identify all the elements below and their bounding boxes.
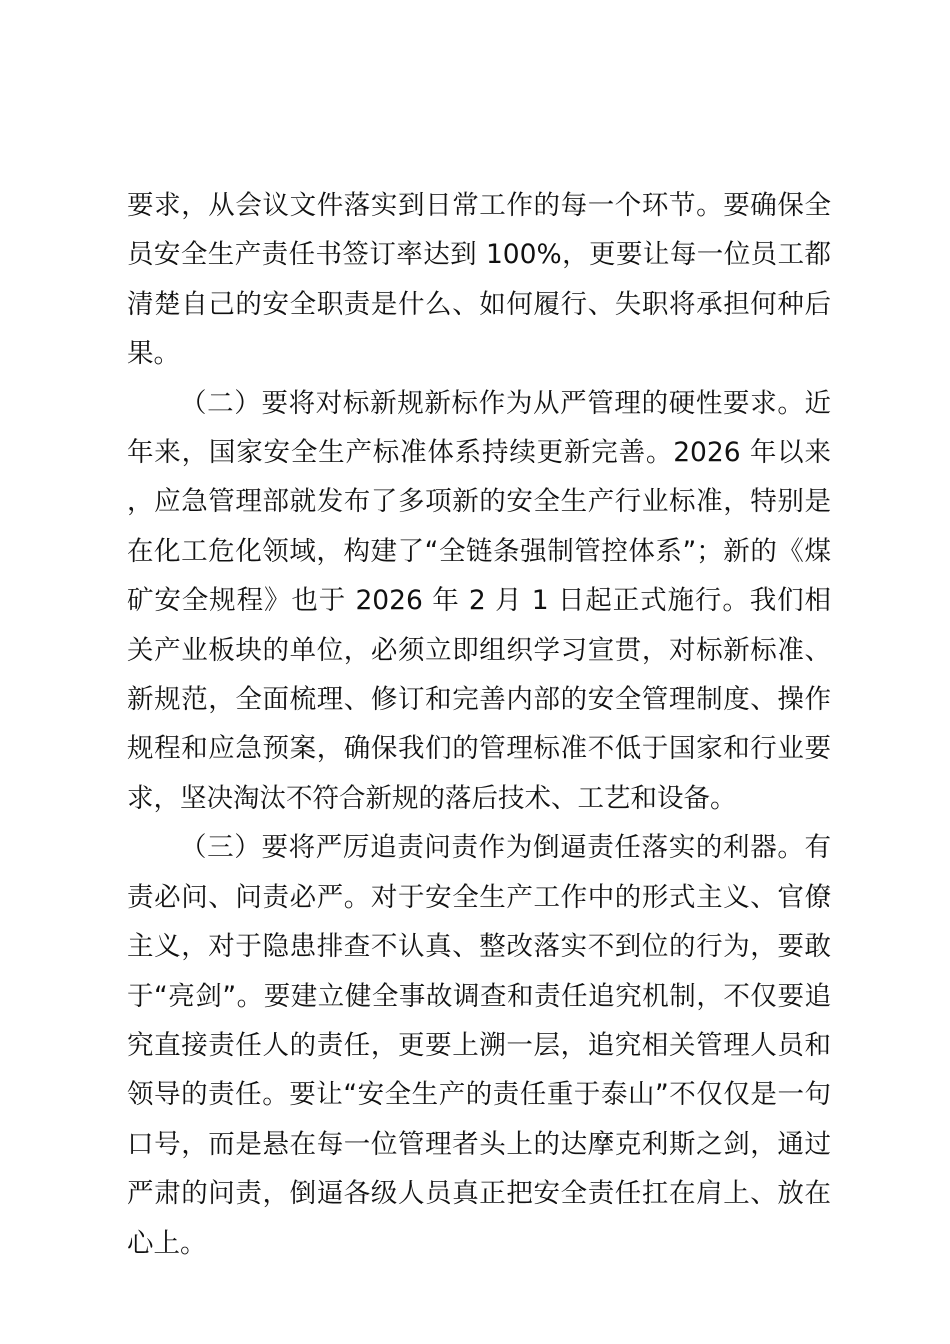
paragraph-section-three: （三）要将严厉追责问责作为倒逼责任落实的利器。有责必问、问责必严。对于安全生产工作中的形式主义、官僚主义，对于隐患排查不认真、整改落实不到位的行为，要敢于“亮剑”。要建立健全事故调查和责任追究机制，不仅要追究直接责任人的责任，更要上溯一层，追究相关管理人员和领导的责任。要让“安全生产的责任重于泰山”不仅仅是一句口号，而是悬在每一位管理者头上的达摩克利斯之剑，通过严肃的问责，倒逼各级人员真正把安全责任扛在肩上、放在心上。 <box>127 832 831 1259</box>
paragraph-continuation: 要求，从会议文件落实到日常工作的每一个环节。要确保全员安全生产责任书签订率达到 100%，更要让每一位员工都清楚自己的安全职责是什么、如何履行、失职将承担何种后果。 <box>127 190 831 370</box>
document-body <box>127 181 831 1268</box>
paragraph-section-two: （二）要将对标新规新标作为从严管理的硬性要求。近年来，国家安全生产标准体系持续更新完善。2026 年以来，应急管理部就发布了多项新的安全生产行业标准，特别是在化工危化领域，构建了“全链条强制管控体系”；新的《煤矿安全规程》也于 2026 年 2 月 1 日起正式施行。我们相关产业板块的单位，必须立即组织学习宣贯，对标新标准、新规范，全面梳理、修订和完善内部的安全管理制度、操作规程和应急预案，确保我们的管理标准不低于国家和行业要求，坚决淘汰不符合新规的落后技术、工艺和设备。 <box>127 387 831 814</box>
